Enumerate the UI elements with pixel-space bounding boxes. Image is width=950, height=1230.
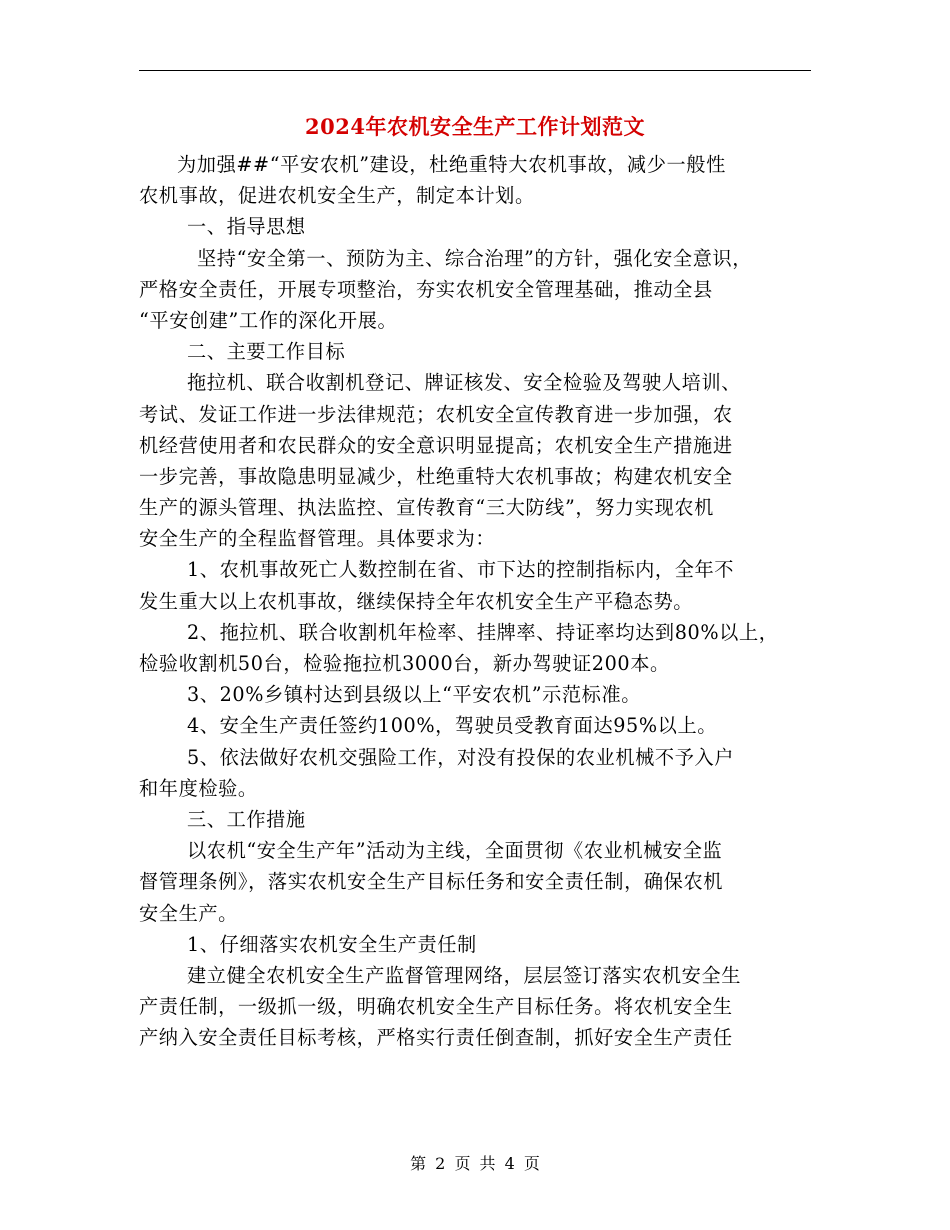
- body-line: 5、依法做好农机交强险工作，对没有投保的农业机械不予入户: [187, 745, 735, 769]
- body-line: 拖拉机、联合收割机登记、牌证核发、安全检验及驾驶人培训、: [187, 371, 742, 395]
- document-title: 2024年农机安全生产工作计划范文: [305, 114, 645, 139]
- body-line: 2、拖拉机、联合收割机年检率、挂牌率、持证率均达到80%以上，: [187, 620, 779, 644]
- body-line: 产责任制，一级抓一级，明确农机安全生产目标任务。将农机安全生: [139, 995, 733, 1019]
- body-line: 和年度检验。: [139, 776, 258, 800]
- body-line: 督管理条例》，落实农机安全生产目标任务和安全责任制，确保农机: [139, 870, 724, 894]
- body-line: 安全生产。: [139, 901, 238, 925]
- body-line: 1、农机事故死亡人数控制在省、市下达的控制指标内，全年不: [187, 558, 735, 582]
- body-line: 检验收割机50台，检验拖拉机3000台，新办驾驶证200本。: [139, 652, 670, 675]
- body-line: 4、安全生产责任签约100%，驾驶员受教育面达95%以上。: [187, 714, 718, 738]
- body-line: 机经营使用者和农民群众的安全意识明显提高；农机安全生产措施进: [139, 433, 733, 457]
- body-line: 考试、发证工作进一步法律规范；农机安全宣传教育进一步加强，农: [139, 402, 733, 426]
- body-line: 产纳入安全责任目标考核，严格实行责任倒查制，抓好安全生产责任: [139, 1026, 733, 1050]
- body-line: 三、工作措施: [187, 807, 306, 831]
- body-line: 发生重大以上农机事故，继续保持全年农机安全生产平稳态势。: [139, 589, 694, 613]
- body-line: 建立健全农机安全生产监督管理网络，层层签订落实农机安全生: [187, 963, 742, 987]
- body-line: 安全生产的全程监督管理。具体要求为：: [139, 527, 496, 551]
- body-line: 坚持“安全第一、预防为主、综合治理”的方针，强化安全意识，: [197, 246, 753, 270]
- body-line: 一步完善，事故隐患明显减少，杜绝重特大农机事故；构建农机安全: [139, 464, 733, 488]
- body-line: 二、主要工作目标: [187, 340, 346, 364]
- document-body: [139, 149, 811, 1053]
- body-line: “平安创建”工作的深化开展。: [139, 308, 398, 332]
- body-line: 以农机“安全生产年”活动为主线，全面贯彻《农业机械安全监: [187, 839, 723, 863]
- body-line: 一、指导思想: [187, 215, 306, 239]
- page-number: 第 2 页 共 4 页: [410, 1154, 540, 1173]
- body-line: 为加强##“平安农机”建设，杜绝重特大农机事故，减少一般性: [177, 153, 726, 176]
- body-line: 严格安全责任，开展专项整治，夯实农机安全管理基础，推动全县: [139, 277, 713, 301]
- header-rule: [139, 70, 811, 71]
- body-line: 生产的源头管理、执法监控、宣传教育“三大防线”，努力实现农机: [139, 496, 714, 520]
- body-line: 农机事故，促进农机安全生产，制定本计划。: [139, 184, 535, 208]
- body-line: 1、仔细落实农机安全生产责任制: [187, 932, 477, 956]
- body-line: 3、20%乡镇村达到县级以上“平安农机”示范标准。: [187, 683, 642, 707]
